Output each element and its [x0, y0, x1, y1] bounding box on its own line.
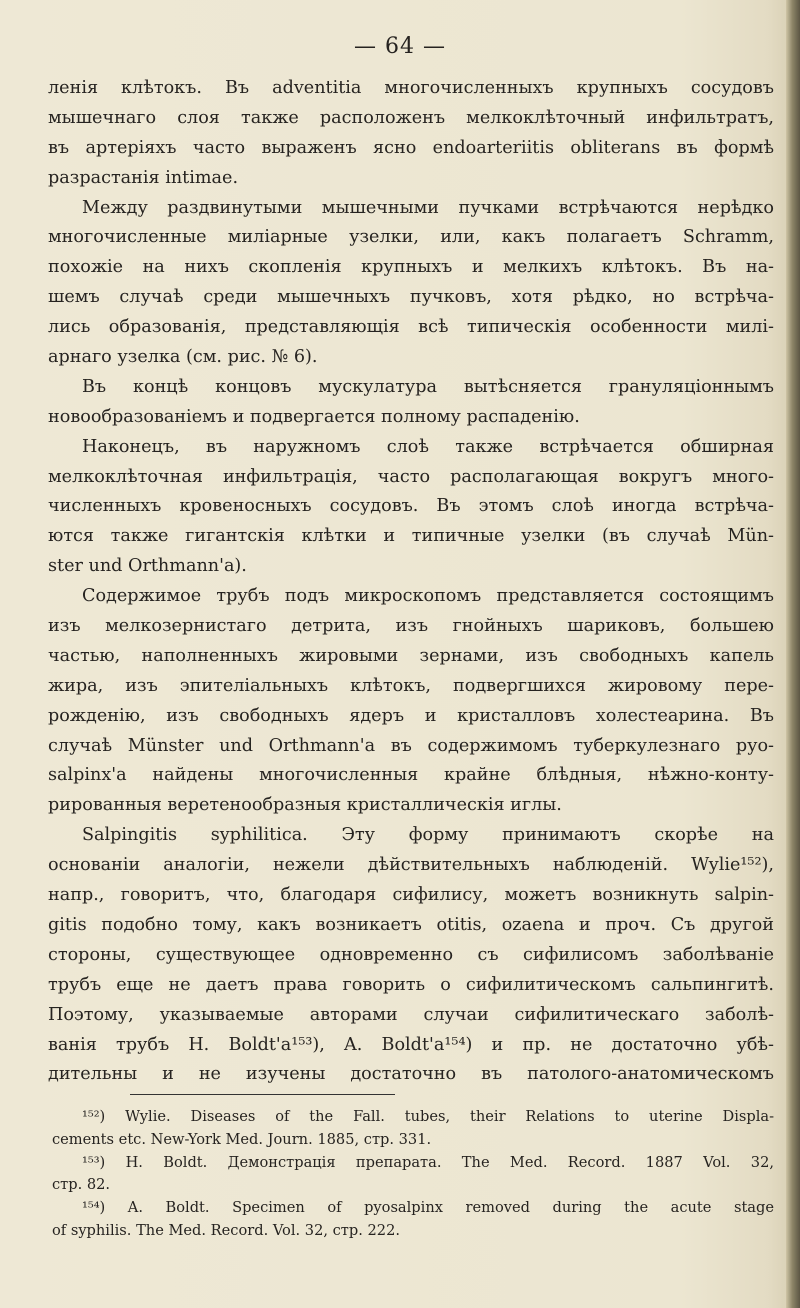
text-line: salpinx'а найдены многочисленныя крайне блѣдныя, нѣжно-конту-	[48, 765, 774, 786]
text-line: gitis подобно тому, какъ возникаетъ otitis, ozaena и проч. Съ другой	[48, 914, 774, 935]
footnote-line: of syphilis. The Med. Record. Vol. 32, стр. 222.	[52, 1221, 400, 1239]
text-line: похожіе на нихъ скопленія крупныхъ и мелкихъ клѣтокъ. Въ на-	[48, 257, 774, 278]
page-number-header: — 64 —	[354, 34, 446, 59]
text-line: Поэтому, указываемые авторами случаи сифилитическаго заболѣ-	[48, 1004, 774, 1025]
footnote-separator	[130, 1094, 395, 1095]
text-line: новообразованіемъ и подвергается полному распаденію.	[48, 406, 580, 427]
text-line: мелкоклѣточная инфильтрація, часто располагающая вокругъ много-	[48, 466, 774, 487]
text-line: изъ мелкозернистаго детрита, изъ гнойныхъ шариковъ, большею	[48, 616, 774, 637]
text-line: Содержимое трубъ подъ микроскопомъ представляется состоящимъ	[82, 586, 774, 607]
text-line: ются также гигантскія клѣтки и типичные узелки (въ случаѣ Mün-	[48, 526, 774, 547]
text-line: лись образованія, представляющія всѣ типическія особенности милі-	[48, 317, 774, 338]
text-line: стороны, существующее одновременно съ сифилисомъ заболѣваніе	[48, 944, 774, 965]
main-text-block	[48, 74, 774, 1090]
text-line: разрастанія intimae.	[48, 167, 239, 188]
text-line: ster und Orthmann'а).	[48, 556, 247, 577]
text-line: численныхъ кровеносныхъ сосудовъ. Въ этомъ слоѣ иногда встрѣча-	[48, 496, 774, 517]
text-line: рожденію, изъ свободныхъ ядеръ и кристалловъ холестеарина. Въ	[48, 705, 774, 726]
text-line: ванія трубъ H. Boldt'а¹⁵³), A. Boldt'а¹⁵⁴) и пр. не достаточно убѣ-	[48, 1034, 774, 1055]
text-line: рированныя веретенообразныя кристаллическія иглы.	[48, 795, 562, 816]
text-line: дительны и не изучены достаточно въ патолого-анатомическомъ	[48, 1064, 774, 1085]
text-line: случаѣ Münster und Orthmann'а въ содержимомъ туберкулезнаго руо-	[48, 735, 774, 756]
text-line: трубъ еще не даетъ права говорить о сифилитическомъ сальпингитѣ.	[48, 974, 774, 995]
text-line: мышечнаго слоя также расположенъ мелкоклѣточный инфильтратъ,	[48, 107, 774, 128]
footnotes-block	[52, 1106, 774, 1243]
text-line: напр., говоритъ, что, благодаря сифилису, можетъ возникнуть salpin-	[48, 885, 774, 906]
text-line: Между раздвинутыми мышечными пучками встрѣчаются нерѣдко	[82, 197, 774, 218]
footnote-line: ¹⁵²) Wylie. Diseases of the Fall. tubes, their Relations to uterine Displa-	[82, 1108, 774, 1125]
text-line: частью, наполненныхъ жировыми зернами, изъ свободныхъ капель	[48, 645, 774, 666]
text-line: Въ концѣ концовъ мускулатура вытѣсняется грануляціоннымъ	[82, 376, 774, 397]
text-line: многочисленные миліарные узелки, или, какъ полагаетъ Schramm,	[48, 227, 774, 248]
text-line: основаніи аналогіи, нежели дѣйствительныхъ наблюденій. Wylie¹⁵²),	[48, 855, 774, 876]
footnote-line: стр. 82.	[52, 1176, 111, 1194]
text-line: ленія клѣтокъ. Въ adventitia многочисленныхъ крупныхъ сосудовъ	[48, 78, 774, 98]
text-line: Salpingitis syphilitica. Эту форму принимаютъ скорѣе на	[82, 825, 774, 846]
footnote-line: cements etc. New-York Med. Journ. 1885, стр. 331.	[52, 1130, 432, 1148]
text-line: арнаго узелка (см. рис. № 6).	[48, 347, 318, 368]
text-line: шемъ случаѣ среди мышечныхъ пучковъ, хотя рѣдко, но встрѣча-	[48, 287, 774, 308]
footnote-line: ¹⁵⁴) A. Boldt. Specimen of pyosalpinx removed during the acute stage	[82, 1199, 774, 1217]
page-binding-edge	[786, 0, 800, 1308]
footnote-line: ¹⁵³) H. Boldt. Демонстрація препарата. The Med. Record. 1887 Vol. 32,	[82, 1153, 774, 1171]
text-line: въ артеріяхъ часто выраженъ ясно endoarteriitis obliterans въ формѣ	[48, 137, 774, 158]
text-line: жира, изъ эпителіальныхъ клѣтокъ, подвергшихся жировому пере-	[48, 675, 774, 696]
text-line: Наконецъ, въ наружномъ слоѣ также встрѣчается обширная	[82, 436, 774, 457]
